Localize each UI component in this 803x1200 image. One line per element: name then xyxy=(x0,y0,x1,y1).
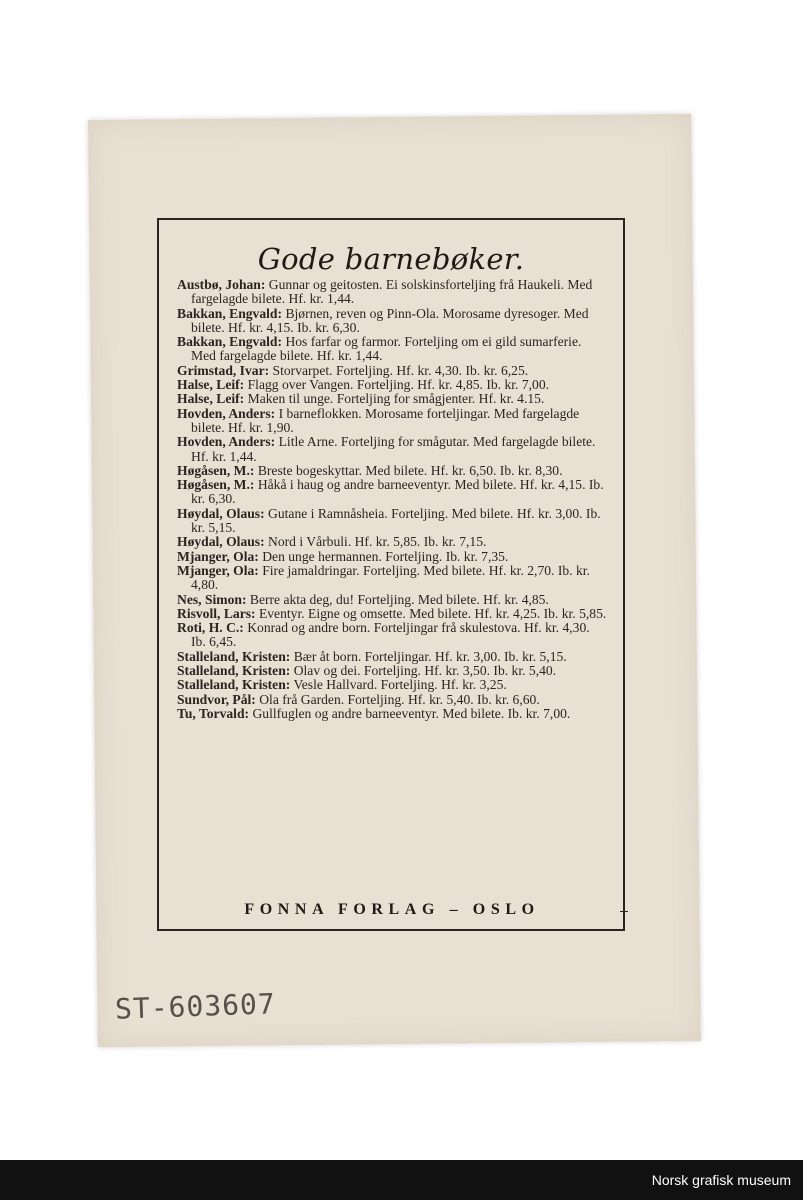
book-description: Håkå i haug og andre barneeventyr. Med bilete. Hf. kr. 4,15. Ib. kr. 6,30. xyxy=(191,477,604,507)
book-author: Halse, Leif: xyxy=(177,391,245,407)
book-entry xyxy=(177,435,607,464)
book-description: Fire jamaldringar. Forteljing. Med bilete. Hf. kr. 2,70. Ib. kr. 4,80. xyxy=(191,562,590,593)
book-entry xyxy=(177,364,607,378)
book-description: Vesle Hallvard. Forteljing. Hf. kr. 3,25. xyxy=(293,677,507,693)
book-entry xyxy=(177,707,607,721)
museum-footer-bar xyxy=(0,1160,803,1200)
book-entry xyxy=(177,678,607,692)
book-entry xyxy=(177,693,607,707)
book-author: Høgåsen, M.: xyxy=(177,477,255,493)
book-description: Maken til unge. Forteljing for smågjenter. Hf. kr. 4.15. xyxy=(247,391,545,407)
book-entry xyxy=(177,664,607,678)
book-author: Risvoll, Lars: xyxy=(177,605,256,621)
catalog-frame xyxy=(157,218,625,931)
book-author: Bakkan, Engvald: xyxy=(177,334,283,350)
book-author: Sundvor, Pål: xyxy=(177,691,256,707)
book-description: Gullfuglen og andre barneeventyr. Med bilete. Ib. kr. 7,00. xyxy=(252,705,571,721)
book-entry xyxy=(177,550,607,564)
inventory-number: ST-603607 xyxy=(114,987,277,1026)
book-description: Hos farfar og farmor. Forteljing om ei gild sumarferie. Med fargelagde bilete. Hf. kr. 1,44. xyxy=(191,334,582,364)
catalog-title: Gode barnebøker. xyxy=(257,242,525,276)
book-author: Stalleland, Kristen: xyxy=(177,677,291,693)
book-entry xyxy=(177,478,607,507)
book-description: Nord i Vårbuli. Hf. kr. 5,85. Ib. kr. 7,15. xyxy=(268,534,487,550)
publisher-line: FONNA FORLAG – OSLO xyxy=(244,901,540,918)
book-description: Bær åt born. Forteljingar. Hf. kr. 3,00. Ib. kr. 5,15. xyxy=(293,648,567,664)
book-description: Eventyr. Eigne og omsette. Med bilete. Hf. kr. 4,25. Ib. kr. 5,85. xyxy=(258,605,607,621)
book-author: Hovden, Anders: xyxy=(177,405,276,421)
book-description: Den unge hermannen. Forteljing. Ib. kr. 7,35. xyxy=(262,548,509,564)
book-entry xyxy=(177,407,607,436)
book-description: Flagg over Vangen. Forteljing. Hf. kr. 4,85. Ib. kr. 7,00. xyxy=(247,377,550,393)
book-author: Stalleland, Kristen: xyxy=(177,648,291,664)
book-entry xyxy=(177,593,607,607)
book-description: Storvarpet. Forteljing. Hf. kr. 4,30. Ib. kr. 6,25. xyxy=(272,362,529,378)
book-description: I barneflokken. Morosame forteljingar. Med fargelagde bilete. Hf. kr. 1,90. xyxy=(191,405,580,435)
book-description: Breste bogeskyttar. Med bilete. Hf. kr. 6,50. Ib. kr. 8,30. xyxy=(257,462,563,478)
museum-credit: Norsk grafisk museum xyxy=(651,1172,791,1188)
book-entry xyxy=(177,650,607,664)
book-list xyxy=(177,278,607,721)
book-entry xyxy=(177,507,607,536)
book-author: Halse, Leif: xyxy=(177,377,245,393)
book-description: Gutane i Ramnåsheia. Forteljing. Med bilete. Hf. kr. 3,00. Ib. kr. 5,15. xyxy=(191,505,601,536)
book-author: Høgåsen, M.: xyxy=(177,462,255,478)
book-author: Hovden, Anders: xyxy=(177,434,276,450)
book-entry xyxy=(177,392,607,406)
book-entry xyxy=(177,378,607,392)
book-description: Berre akta deg, du! Forteljing. Med bilete. Hf. kr. 4,85. xyxy=(249,591,549,607)
book-entry xyxy=(177,464,607,478)
book-author: Nes, Simon: xyxy=(177,591,247,607)
book-author: Høydal, Olaus: xyxy=(177,534,265,550)
book-entry xyxy=(177,564,607,593)
publisher-tick-mark xyxy=(620,911,628,912)
book-description: Gunnar og geitosten. Ei solskinsforteljing frå Haukeli. Med fargelagde bilete. Hf. kr. 1,44. xyxy=(191,277,593,307)
book-description: Olav og dei. Forteljing. Hf. kr. 3,50. Ib. kr. 5,40. xyxy=(293,663,557,679)
book-author: Roti, H. C.: xyxy=(177,620,244,636)
book-author: Mjanger, Ola: xyxy=(177,562,259,578)
book-author: Stalleland, Kristen: xyxy=(177,663,291,679)
book-author: Mjanger, Ola: xyxy=(177,548,259,564)
book-author: Bakkan, Engvald: xyxy=(177,305,283,321)
book-description: Litle Arne. Forteljing for smågutar. Med fargelagde bilete. Hf. kr. 1,44. xyxy=(191,434,596,464)
book-entry xyxy=(177,335,607,364)
book-author: Tu, Torvald: xyxy=(177,705,250,721)
book-author: Høydal, Olaus: xyxy=(177,505,265,521)
book-entry xyxy=(177,278,607,307)
book-description: Ola frå Garden. Forteljing. Hf. kr. 5,40. Ib. kr. 6,60. xyxy=(259,691,540,707)
book-entry xyxy=(177,607,607,621)
book-description: Bjørnen, reven og Pinn-Ola. Morosame dyresoger. Med bilete. Hf. kr. 4,15. Ib. kr. 6,30. xyxy=(191,305,589,335)
book-entry xyxy=(177,621,607,650)
book-author: Austbø, Johan: xyxy=(177,277,266,292)
book-entry xyxy=(177,307,607,336)
book-description: Konrad og andre born. Forteljingar frå skulestova. Hf. kr. 4,30. Ib. 6,45. xyxy=(191,620,590,650)
book-entry xyxy=(177,535,607,549)
book-author: Grimstad, Ivar: xyxy=(177,362,270,378)
